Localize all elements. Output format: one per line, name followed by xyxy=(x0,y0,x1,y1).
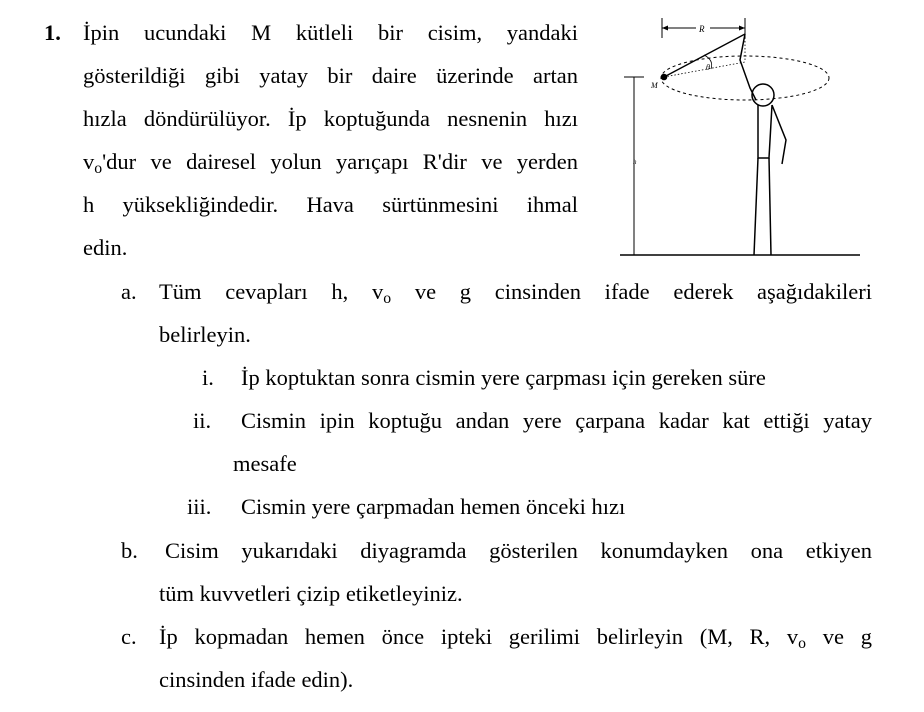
item-ii-label: ii. xyxy=(193,408,212,433)
part-c-line-1-post: ve g xyxy=(806,624,872,649)
part-c-line-2: cinsinden ifade edin). xyxy=(159,667,354,692)
intro-line-2: gösterildiği gibi yatay bir daire üzerinde artan xyxy=(83,63,578,88)
intro-line-4 xyxy=(83,148,578,183)
intro-line-6: edin. xyxy=(83,235,128,260)
mass-dot xyxy=(661,74,668,81)
part-c-line-1 xyxy=(159,623,872,658)
label-h: h xyxy=(633,158,637,166)
person-lower-arm xyxy=(772,105,786,164)
person-figure xyxy=(740,34,786,255)
part-a-line-1 xyxy=(159,278,872,313)
radius-arrow-right xyxy=(739,26,745,31)
v-subscript: o xyxy=(94,159,103,177)
label-R: R xyxy=(699,24,705,34)
circular-path xyxy=(661,56,829,100)
person-torso xyxy=(758,105,772,158)
person-head xyxy=(752,84,774,106)
intro-line-1: İpin ucundaki M kütleli bir cisim, yandaki xyxy=(83,20,578,45)
radius-line xyxy=(664,62,745,77)
v-symbol: v xyxy=(83,149,95,174)
part-a-line-2: belirleyin. xyxy=(159,322,251,347)
intro-line-5: h yüksekliğindedir. Hava sürtünmesini ihmal xyxy=(83,192,578,217)
question-number: 1. xyxy=(44,20,61,45)
item-ii-text-2: mesafe xyxy=(233,451,297,476)
part-a-line-1-post: ve g cinsinden ifade ederek aşağıdakileri xyxy=(391,279,872,304)
label-theta: θ xyxy=(706,63,710,72)
part-c-line-1-pre: İp kopmadan hemen önce ipteki gerilimi belirleyin (M, R, v xyxy=(159,624,799,649)
intro-line-3: hızla döndürülüyor. İp koptuğunda nesnenin hızı xyxy=(83,106,578,131)
item-i-text: İp koptuktan sonra cismin yere çarpması için gereken süre xyxy=(241,365,766,390)
radius-arrow-left xyxy=(662,26,668,31)
item-ii-text: Cismin ipin koptuğu andan yere çarpana kadar kat ettiği yatay xyxy=(241,408,872,433)
intro-line-4-text: 'dur ve dairesel yolun yarıçapı R'dir ve yerden xyxy=(102,149,578,174)
part-b-line-1: Cisim yukarıdaki diyagramda gösterilen konumdayken ona etkiyen xyxy=(165,538,872,563)
item-i-label: i. xyxy=(202,365,214,390)
part-b-line-2: tüm kuvvetleri çizip etiketleyiniz. xyxy=(159,581,463,606)
person-left-leg xyxy=(754,158,758,255)
part-c-label: c. xyxy=(121,624,137,649)
part-a-line-1-pre: Tüm cevapları h, v xyxy=(159,279,384,304)
part-c-subscript: o xyxy=(798,634,807,652)
item-iii-text: Cismin yere çarpmadan hemen önceki hızı xyxy=(241,494,626,519)
person-right-leg xyxy=(769,158,771,255)
part-b-label: b. xyxy=(121,538,138,563)
circular-motion-figure xyxy=(610,12,870,262)
part-a-label: a. xyxy=(121,279,137,304)
item-iii-label: iii. xyxy=(187,494,212,519)
label-M: M xyxy=(651,81,658,90)
part-a-subscript: o xyxy=(383,289,392,307)
